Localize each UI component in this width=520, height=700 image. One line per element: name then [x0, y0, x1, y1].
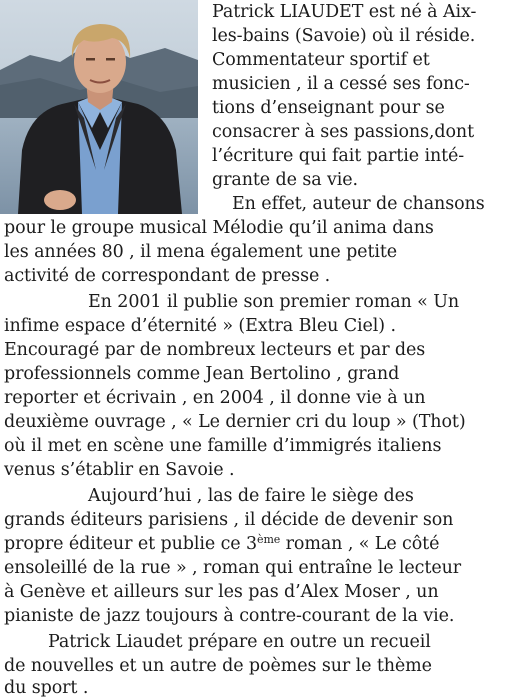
text-line: infime espace d’éternité » (Extra Bleu Ciel) .: [4, 316, 396, 336]
text-line: ensoleillé de la rue » , roman qui entraîne le lecteur: [4, 558, 462, 578]
text-line: les années 80 , il mena également une petite: [4, 242, 398, 262]
text-line: consacrer à ses passions,dont: [212, 122, 475, 142]
text-line: l’écriture qui fait partie inté-: [212, 146, 465, 166]
text-segment: propre éditeur et publie ce 3: [4, 534, 258, 554]
text-line: à Genève et ailleurs sur les pas d’Alex Moser , un: [4, 582, 439, 602]
text-line: professionnels comme Jean Bertolino , grand: [4, 364, 400, 384]
author-photo: [0, 0, 198, 214]
text-line: En 2001 il publie son premier roman « Un: [88, 292, 460, 312]
text-line: Patrick LIAUDET est né à Aix-: [212, 2, 477, 22]
text-line: venus s’établir en Savoie .: [4, 460, 235, 480]
text-line: reporter et écrivain , en 2004 , il donne vie à un: [4, 388, 426, 408]
text-line: activité de correspondant de presse .: [4, 266, 331, 286]
text-line: Commentateur sportif et: [212, 50, 430, 70]
text-line: Aujourd’hui , las de faire le siège des: [88, 486, 414, 506]
text-line: Encouragé par de nombreux lecteurs et par des: [4, 340, 426, 360]
text-line: pianiste de jazz toujours à contre-courant de la vie.: [4, 606, 455, 626]
text-line: grante de sa vie.: [212, 170, 359, 190]
text-line: [4, 532, 439, 556]
text-line: En effet, auteur de chansons: [232, 194, 485, 214]
text-line: pour le groupe musical Mélodie qu’il anima dans: [4, 218, 434, 238]
text-line: deuxième ouvrage , « Le dernier cri du loup » (Thot): [4, 412, 466, 432]
text-line: de nouvelles et un autre de poèmes sur le thème: [4, 656, 432, 676]
text-line: où il met en scène une famille d’immigrés italiens: [4, 436, 442, 456]
text-line: grands éditeurs parisiens , il décide de devenir son: [4, 510, 454, 530]
author-portrait-image: [0, 0, 198, 214]
ordinal-superscript: ème: [257, 533, 281, 546]
text-segment: roman , « Le côté: [280, 534, 440, 554]
text-line: les-bains (Savoie) où il réside.: [212, 26, 476, 46]
text-line: musicien , il a cessé ses fonc-: [212, 74, 470, 94]
text-line: Patrick Liaudet prépare en outre un recueil: [48, 632, 431, 652]
text-line: tions d’enseignant pour se: [212, 98, 445, 118]
text-line: du sport .: [4, 678, 89, 698]
